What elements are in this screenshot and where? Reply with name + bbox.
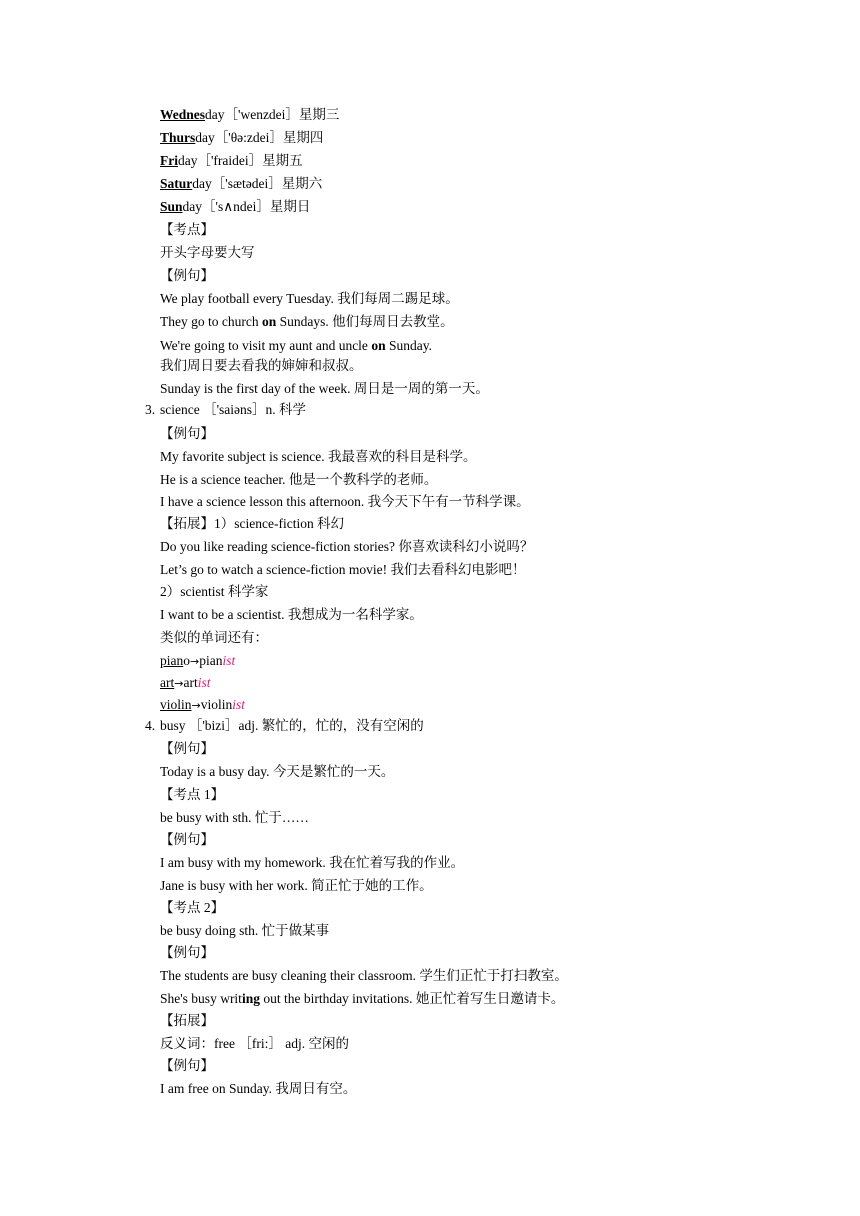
- sentence-part: She's busy writ: [160, 991, 242, 1006]
- pair-root: violin: [160, 697, 192, 712]
- day-root: Thurs: [160, 130, 196, 145]
- example-sentence: The students are busy cleaning their classroom. 学生们正忙于打扫教室。: [160, 968, 568, 983]
- day-saturday: [160, 175, 322, 193]
- arrow-icon: →: [174, 677, 184, 690]
- example-sentence: [160, 337, 432, 355]
- pair-suffix: ist: [222, 653, 236, 668]
- example-sentence: We play football every Tuesday. 我们每周二踢足球。: [160, 291, 459, 306]
- example-sentence: Sunday is the first day of the week. 周日是一周的第一天。: [160, 381, 489, 396]
- pair-root: art: [160, 675, 175, 690]
- example-sentence: He is a science teacher. 他是一个教科学的老师。: [160, 472, 438, 487]
- day-phonetic: ［'wenzdei］星期三: [224, 107, 340, 122]
- pair-base: violin: [200, 697, 233, 712]
- day-root: Wednes: [160, 107, 206, 122]
- sentence-part: They go to church: [160, 314, 262, 329]
- example-tag: 【例句】: [160, 945, 214, 960]
- example-sentence: Jane is busy with her work. 简正忙于她的工作。: [160, 878, 433, 893]
- arrow-icon: →: [190, 655, 200, 668]
- example-sentence: I am busy with my homework. 我在忙着写我的作业。: [160, 855, 465, 870]
- day-phonetic: ［'s∧ndei］星期日: [202, 199, 311, 214]
- day-phonetic: ［'fraidei］星期五: [197, 153, 303, 168]
- kaodian-1-tag: 【考点 1】: [160, 787, 225, 802]
- word-heading-science: science ［'saiəns］n. 科学: [160, 402, 307, 417]
- example-sentence: Today is a busy day. 今天是繁忙的一天。: [160, 764, 395, 779]
- kaodian-2-tag: 【考点 2】: [160, 900, 225, 915]
- day-phonetic: ［'sætədei］星期六: [211, 176, 323, 191]
- sentence-bold: ing: [241, 991, 260, 1006]
- kaodian-2-text: be busy doing sth. 忙于做某事: [160, 923, 330, 938]
- kaodian-tag: 【考点】: [160, 222, 214, 237]
- word-pair-violin: [160, 696, 245, 715]
- example-tag: 【例句】: [160, 426, 214, 441]
- day-thursday: [160, 129, 323, 147]
- word-pair-art: [160, 674, 210, 693]
- similar-words-label: 类似的单词还有：: [160, 630, 268, 645]
- kaodian-text: 开头字母要大写: [160, 245, 255, 260]
- pair-base: pian: [199, 653, 223, 668]
- day-suffix: day: [205, 107, 225, 122]
- sentence-part: out the birthday invitations. 她正忙着写生日邀请卡。: [259, 991, 565, 1006]
- day-suffix: day: [182, 199, 203, 214]
- day-root: Satur: [160, 176, 193, 191]
- example-sentence: [160, 313, 454, 331]
- example-sentence: My favorite subject is science. 我最喜欢的科目是科学。: [160, 449, 477, 464]
- extension-tag: 【拓展】: [160, 1013, 214, 1028]
- day-suffix: day: [195, 130, 215, 145]
- day-phonetic: ［'θə:zdei］星期四: [214, 130, 324, 145]
- pair-base: art: [183, 675, 198, 690]
- example-sentence: I am free on Sunday. 我周日有空。: [160, 1081, 357, 1096]
- arrow-icon: →: [191, 699, 201, 712]
- day-suffix: day: [192, 176, 212, 191]
- antonym-line: 反义词：free ［fri:］ adj. 空闲的: [160, 1036, 349, 1051]
- example-tag: 【例句】: [160, 832, 214, 847]
- example-translation: 我们周日要去看我的婶婶和叔叔。: [160, 358, 363, 373]
- pair-suffix: ist: [197, 675, 211, 690]
- example-tag: 【例句】: [160, 1058, 214, 1073]
- example-sentence: Do you like reading science-fiction stories? 你喜欢读科幻小说吗？: [160, 539, 534, 554]
- item-number: 4.: [145, 718, 156, 733]
- day-friday: [160, 152, 303, 170]
- example-tag: 【例句】: [160, 268, 214, 283]
- day-sunday: [160, 198, 310, 216]
- word-pair-piano: [160, 652, 235, 671]
- sentence-bold: on: [261, 314, 277, 329]
- sentence-part: We're going to visit my aunt and uncle: [160, 338, 372, 353]
- sentence-part: Sundays. 他们每周日去教堂。: [276, 314, 454, 329]
- kaodian-1-text: be busy with sth. 忙于……: [160, 810, 309, 825]
- example-sentence: I want to be a scientist. 我想成为一名科学家。: [160, 607, 423, 622]
- sentence-part: Sunday.: [385, 338, 432, 353]
- sentence-bold: on: [371, 338, 386, 353]
- extension-1: 【拓展】1）science-fiction 科幻: [160, 516, 345, 531]
- pair-suffix: ist: [232, 697, 246, 712]
- pair-root: pian: [160, 653, 184, 668]
- day-root: Sun: [160, 199, 183, 214]
- day-root: Fri: [160, 153, 178, 168]
- day-suffix: day: [178, 153, 198, 168]
- example-sentence: [160, 990, 564, 1008]
- word-heading-busy: busy ［'bizi］adj. 繁忙的，忙的，没有空闲的: [160, 718, 424, 733]
- extension-2: 2）scientist 科学家: [160, 584, 269, 599]
- example-tag: 【例句】: [160, 741, 214, 756]
- pair-root-rest: o: [183, 653, 190, 668]
- example-sentence: I have a science lesson this afternoon. 我今天下午有一节科学课。: [160, 494, 530, 509]
- day-wednesday: [160, 106, 339, 124]
- item-number: 3.: [145, 402, 156, 417]
- example-sentence: Let’s go to watch a science-fiction movie! 我们去看科幻电影吧！: [160, 562, 526, 577]
